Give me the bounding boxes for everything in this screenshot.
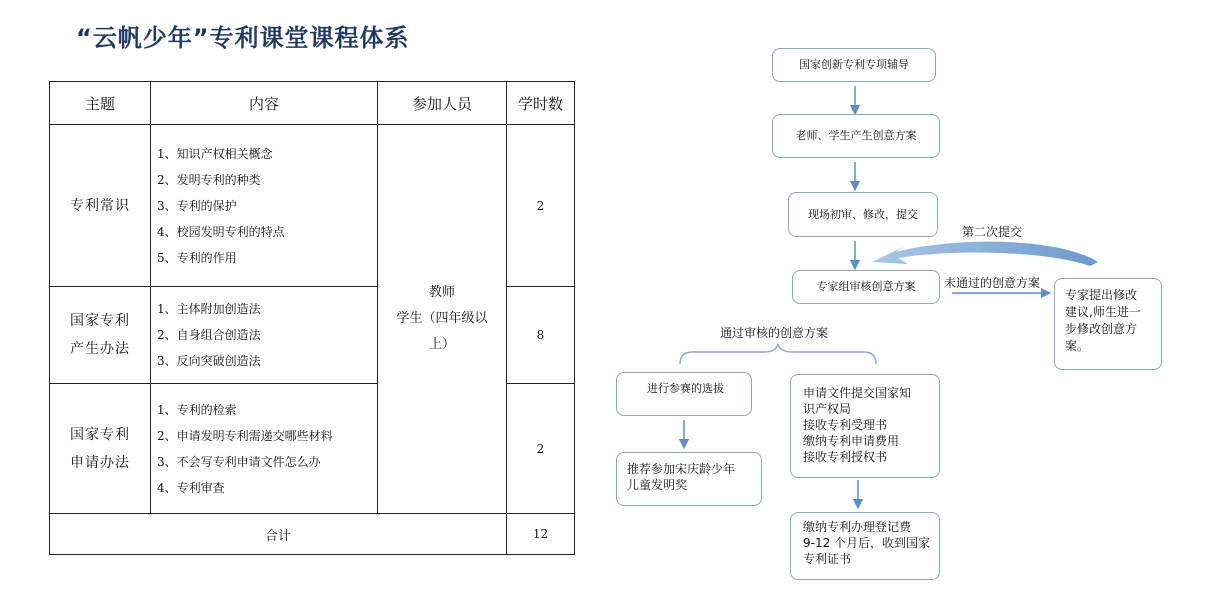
flow-step4-box [792,270,940,304]
expert-line: 建议,师生进一 [1065,305,1141,319]
apply-line: 接收专利授权书 [803,450,888,464]
content-item: 2、申请发明专利需递交哪些材料 [157,428,333,443]
content-item: 1、专利的检索 [157,402,237,417]
content-item: 4、校园发明专利的特点 [157,224,285,239]
resubmit-label: 第二次提交 [962,225,1023,239]
expert-advice-box [1054,278,1162,370]
pass-label: 通过审核的创意方案 [720,326,829,340]
content-item: 2、自身组合创造法 [157,328,261,342]
topic-line: 产生办法 [70,341,130,357]
apply-line: 识产权局 [803,402,852,416]
flow-step1-box [772,48,936,82]
header-topic: 主题 [50,82,151,125]
final-line: 9-12 个月后，收到国家 [803,536,931,550]
topic-line: 国家专利 [70,313,130,329]
hours-cell: 8 [507,287,575,384]
topic-line: 国家专利 [70,426,130,443]
select-box [616,372,752,416]
apply-line: 缴纳专利申请费用 [803,434,900,448]
apply-line: 申请文件提交国家知 [803,386,912,400]
flow-step3-text: 现场初审、修改，提交 [808,207,918,221]
content-item: 3、不会写专利申请文件怎么办 [157,454,321,469]
content-item: 1、主体附加创造法 [157,302,261,316]
resubmit-curved-arrow [872,242,1098,266]
content-item: 3、专利的保护 [157,198,237,213]
flow-step3-box [788,192,938,237]
topic-line: 申请办法 [70,454,130,471]
topic-line: 专利常识 [70,197,130,214]
recommend-line: 儿童发明奖 [627,478,688,492]
hours-cell: 2 [507,125,575,287]
final-line: 缴纳专利办理登记费 [803,520,912,534]
header-participants: 参加人员 [378,82,507,125]
hours-cell: 2 [507,384,575,514]
fail-label: 未通过的创意方案 [944,276,1041,290]
select-text: 进行参赛的选拔 [647,382,724,395]
content-item: 5、专利的作用 [157,250,237,265]
flow-step2-box [772,114,940,158]
apply-line: 接收专利受理书 [803,418,888,432]
participants-line: 学生（四年级以 [396,311,488,326]
participants-line: 教师 [428,285,455,300]
page-title: “云帆少年”专利课堂课程体系 [76,24,410,52]
content-item: 4、专利审查 [157,480,225,495]
content-item: 3、反向突破创造法 [157,354,261,368]
total-hours: 12 [507,514,575,555]
expert-line: 步修改创意方 [1065,322,1138,336]
flow-step1-text: 国家创新专利专项辅导 [799,58,909,71]
total-label: 合计 [50,514,507,555]
header-content: 内容 [151,82,378,125]
content-item: 2、发明专利的种类 [157,172,261,187]
flow-step4-text: 专家组审核创意方案 [816,280,916,293]
expert-line: 案。 [1065,339,1090,353]
pass-brace [680,344,876,364]
recommend-line: 推荐参加宋庆龄少年 [627,462,736,476]
expert-line: 专家提出修改 [1065,288,1138,302]
participants-line: 上） [428,337,455,352]
content-item: 1、知识产权相关概念 [157,146,273,161]
recommend-box [616,452,762,506]
final-line: 专利证书 [803,552,852,566]
flow-step2-text: 老师、学生产生创意方案 [795,129,917,142]
apply-box [790,374,940,478]
final-box [790,512,940,580]
header-hours: 学时数 [507,82,575,125]
